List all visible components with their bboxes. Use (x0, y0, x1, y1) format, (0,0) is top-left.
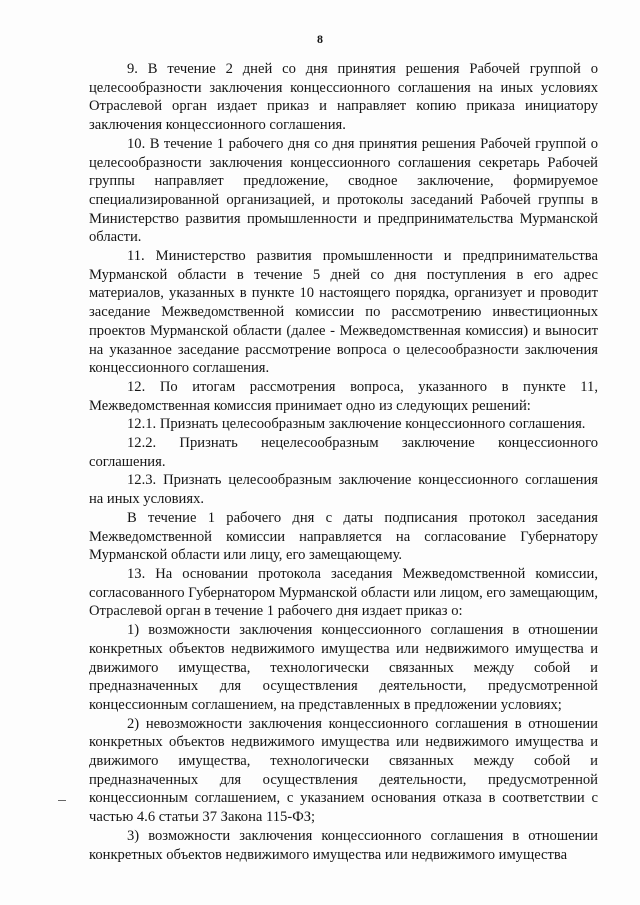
paragraph-13: 13. На основании протокола заседания Межведомственной комиссии, согласованного Губернатором Мурманской области или лицом, его замещающим, Отраслевой орган в течение 1 рабочего дня издает приказ о: (89, 565, 598, 620)
paragraph-12-3: 12.3. Признать целесообразным заключение концессионного соглашения на иных условиях. (89, 472, 598, 508)
paragraph-13-item-2: 2) невозможности заключения концессионного соглашения в отношении конкретных объектов недвижимого имущества или недвижимого имущества и движимого имущества, технологически связанных между собой и предназначенных для осуществления деятельности, предусмотренной концессионным соглашением, с указанием основания отказа в соответствии с частью 4.6 статьи 37 Закона 115-ФЗ; (89, 715, 598, 826)
paragraph-13-item-1: 1) возможности заключения концессионного соглашения в отношении конкретных объектов недвижимого имущества или недвижимого имущества и движимого имущества, технологически связанных между собой и предназначенных для осуществления деятельности, предусмотренной концессионным соглашением, на представленных в предложении условиях; (89, 622, 598, 713)
paragraph-9: 9. В течение 2 дней со дня принятия решения Рабочей группой о целесообразности заключения концессионного соглашения на иных условиях Отраслевой орган издает приказ и направляет копию приказа инициатору заключения концессионного соглашения. (89, 61, 598, 134)
paragraph-protocol-approval: В течение 1 рабочего дня с даты подписания протокол заседания Межведомственной комиссии направляется на согласование Губернатору Мурманской области или лицу, его замещающему. (89, 509, 598, 564)
paragraph-12: 12. По итогам рассмотрения вопроса, указанного в пункте 11, Межведомственная комиссия принимает одно из следующих решений: (89, 378, 598, 414)
paragraph-12-1: 12.1. Признать целесообразным заключение концессионного соглашения. (127, 416, 586, 433)
paragraph-13-item-3: 3) возможности заключения концессионного соглашения в отношении конкретных объектов недвижимого имущества или недвижимого имущества (89, 827, 598, 863)
scan-margin-mark (58, 800, 66, 801)
paragraph-12-2: 12.2. Признать нецелесообразным заключение концессионного соглашения. (89, 435, 598, 470)
paragraph-11: 11. Министерство развития промышленности и предпринимательства Мурманской области в течение 5 дней со дня поступления в его адрес материалов, указанных в пункте 10 настоящего порядка, организует и проводит заседание Межведомственной комиссии по рассмотрению инвестиционных проектов Мурманской области (далее - Межведомственная комиссия) и выносит на указанное заседание рассмотрение вопроса о целесообразности заключения концессионного соглашения. (89, 248, 598, 377)
paragraph-10: 10. В течение 1 рабочего дня со дня принятия решения Рабочей группой о целесообразности заключения концессионного соглашения секретарь Рабочей группы направляет предложение, сводное заключение, формируемое специализированной организацией, и протоколы заседаний Рабочей группы в Министерство развития промышленности и предпринимательства Мурманской области. (89, 135, 598, 246)
document-body (89, 60, 598, 864)
page-number: 8 (317, 32, 323, 46)
